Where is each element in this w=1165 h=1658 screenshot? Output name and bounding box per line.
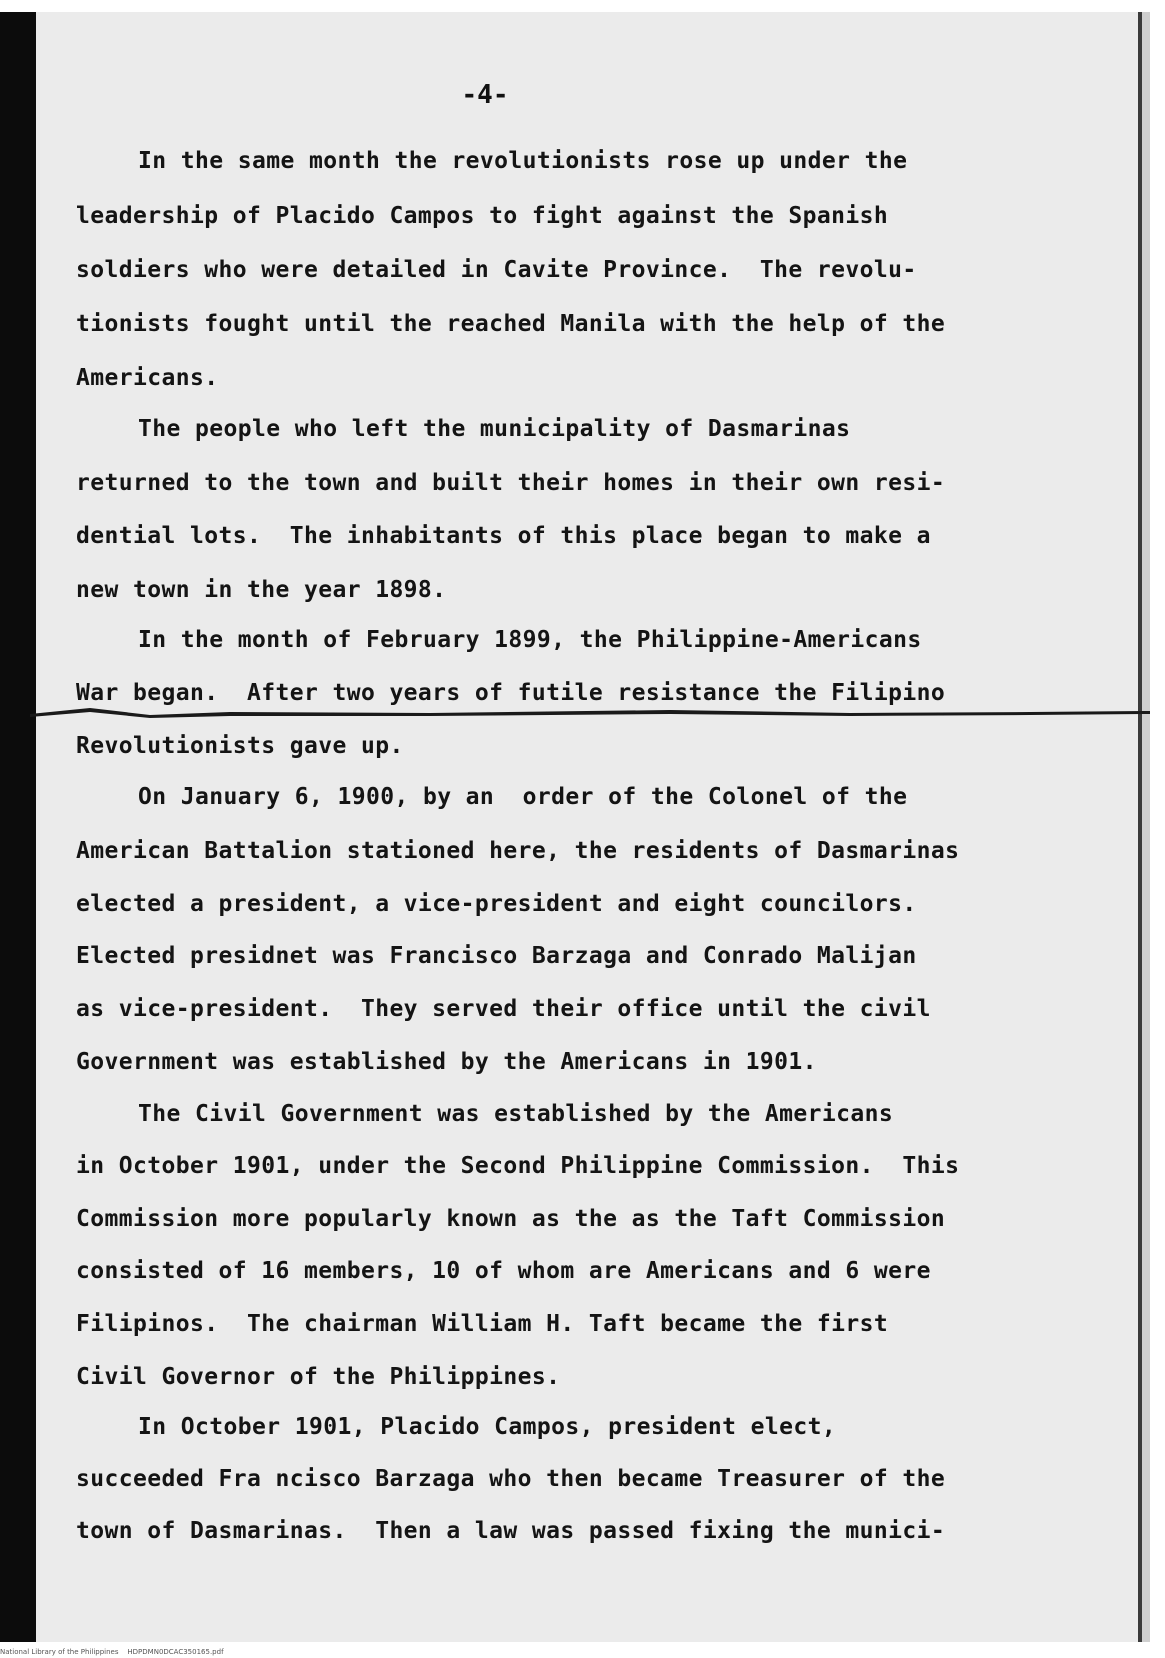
text-line: consisted of 16 members, 10 of whom are Americans and 6 were (76, 1258, 931, 1284)
footer (0, 1648, 1165, 1656)
page-number: -4- (461, 80, 509, 110)
footer-filename: HDPDMN0DCAC350165.pdf (127, 1648, 224, 1656)
text-line: In October 1901, Placido Campos, president elect, (138, 1414, 837, 1440)
text-line: Government was established by the Americans in 1901. (76, 1049, 817, 1075)
text-line: The people who left the municipality of Dasmarinas (138, 416, 851, 442)
text-line: as vice-president. They served their office until the civil (76, 996, 931, 1022)
text-line: leadership of Placido Campos to fight against the Spanish (76, 203, 889, 229)
text-line: tionists fought until the reached Manila with the help of the (76, 311, 946, 337)
left-binding-shadow (0, 12, 36, 1642)
text-line: In the month of February 1899, the Philippine-Americans (138, 627, 922, 653)
text-line: Elected presidnet was Francisco Barzaga and Conrado Malijan (76, 943, 917, 969)
scanned-page (0, 12, 1150, 1642)
text-line: Revolutionists gave up. (76, 733, 404, 759)
paper-tear-mark (30, 706, 1150, 720)
text-line: new town in the year 1898. (76, 577, 447, 603)
footer-library: National Library of the Philippines (0, 1648, 119, 1656)
text-line: succeeded Fra ncisco Barzaga who then became Treasurer of the (76, 1466, 946, 1492)
text-line: War began. After two years of futile resistance the Filipino (76, 680, 946, 706)
text-line: Americans. (76, 365, 219, 391)
text-line: American Battalion stationed here, the residents of Dasmarinas (76, 838, 960, 864)
text-line: Civil Governor of the Philippines. (76, 1364, 561, 1390)
right-page-edge-line (1138, 12, 1142, 1642)
text-line: elected a president, a vice-president and eight councilors. (76, 891, 917, 917)
right-page-edge (1142, 12, 1150, 1642)
text-line: soldiers who were detailed in Cavite Province. The revolu- (76, 257, 917, 283)
text-line: in October 1901, under the Second Philippine Commission. This (76, 1153, 960, 1179)
text-line: dential lots. The inhabitants of this place began to make a (76, 523, 931, 549)
text-line: returned to the town and built their homes in their own resi- (76, 470, 946, 496)
text-line: town of Dasmarinas. Then a law was passed fixing the munici- (76, 1518, 946, 1544)
text-line: On January 6, 1900, by an order of the Colonel of the (138, 784, 908, 810)
text-line: Commission more popularly known as the as the Taft Commission (76, 1206, 946, 1232)
text-line: Filipinos. The chairman William H. Taft became the first (76, 1311, 889, 1337)
text-line: In the same month the revolutionists rose up under the (138, 148, 908, 174)
text-line: The Civil Government was established by the Americans (138, 1101, 894, 1127)
